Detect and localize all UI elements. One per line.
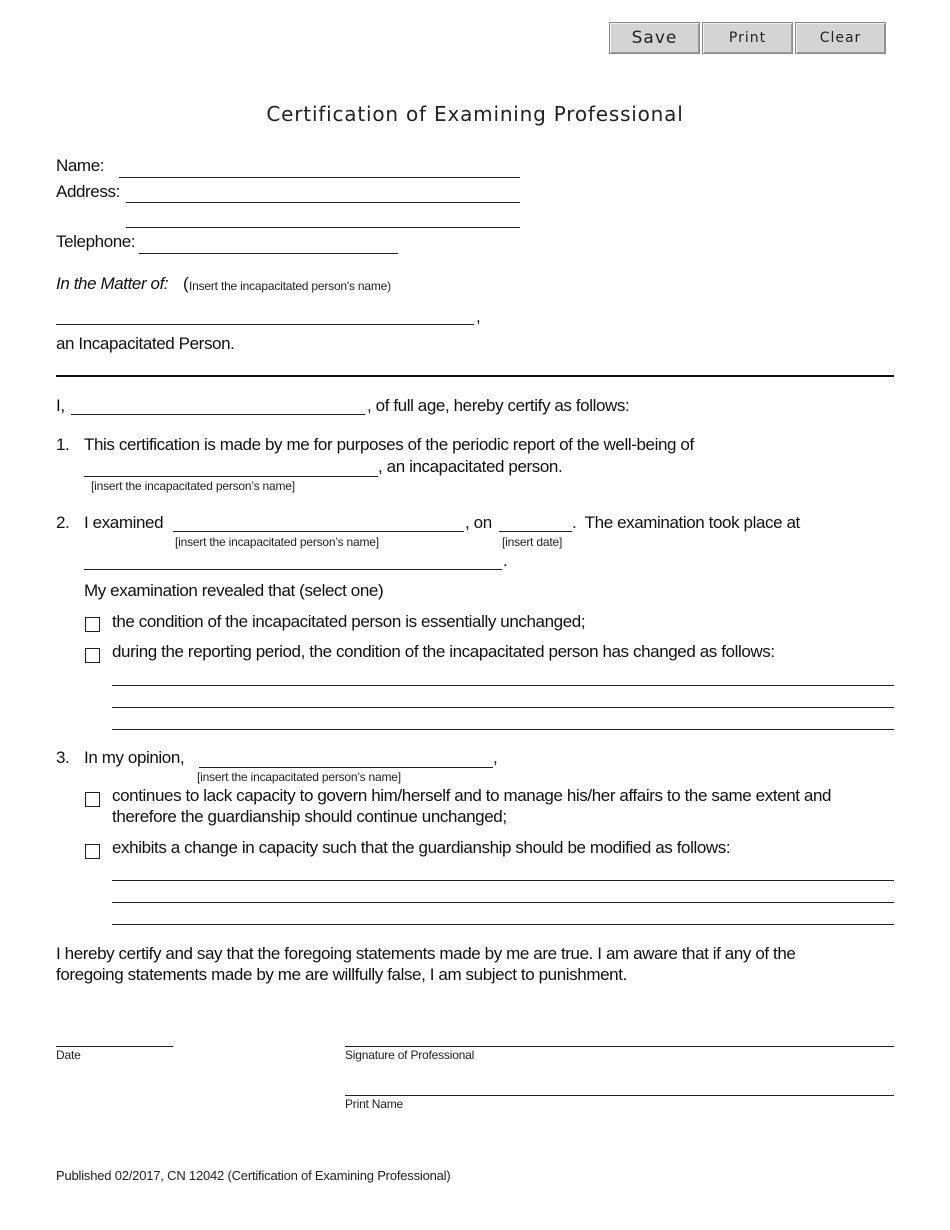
changed-checkbox[interactable]: [85, 648, 100, 663]
item1-suffix: , an incapacitated person.: [378, 457, 563, 476]
matter-comma: ,: [476, 307, 481, 326]
changed-details-line-2[interactable]: [112, 707, 894, 708]
changed-details-line-1[interactable]: [112, 685, 894, 686]
print-button[interactable]: Print: [702, 22, 793, 54]
modification-line-2[interactable]: [112, 902, 894, 903]
changed-details-line-3[interactable]: [112, 729, 894, 730]
item1-number: 1.: [56, 435, 70, 454]
item1-hint: [insert the incapacitated person’s name]: [91, 479, 295, 493]
capacity-change-label: exhibits a change in capacity such that the guardianship should be modified as follows:: [112, 838, 731, 857]
unchanged-option-label: the condition of the incapacitated person is essentially unchanged;: [112, 612, 586, 631]
item3-comma: ,: [493, 748, 498, 767]
item3-name-field[interactable]: [199, 767, 493, 768]
certify-statement-line-2: foregoing statements made by me are willfully false, I am subject to punishment.: [56, 965, 627, 984]
item2-name-field[interactable]: [173, 531, 464, 532]
address-field-1[interactable]: [126, 202, 520, 203]
item3-opinion: In my opinion,: [84, 748, 185, 767]
address-field-2[interactable]: [126, 227, 520, 228]
address-label: Address:: [56, 182, 120, 201]
item2-date-hint: [insert date]: [502, 535, 563, 549]
print-name-field[interactable]: [345, 1095, 894, 1096]
footer-publication-info: Published 02/2017, CN 12042 (Certification of Examining Professional): [56, 1168, 451, 1183]
item3-number: 3.: [56, 748, 70, 767]
item2-date-field[interactable]: [499, 531, 572, 532]
modification-line-1[interactable]: [112, 880, 894, 881]
item2-examined: I examined: [84, 513, 164, 532]
item2-name-hint: [insert the incapacitated person’s name]: [175, 535, 379, 549]
item2-period: .: [503, 551, 508, 570]
item1-name-field[interactable]: [84, 476, 378, 477]
name-field[interactable]: [119, 177, 520, 178]
item2-revealed: My examination revealed that (select one): [84, 581, 384, 600]
matter-label: In the Matter of:: [56, 274, 169, 293]
telephone-label: Telephone:: [56, 232, 136, 251]
date-label: Date: [56, 1048, 81, 1062]
certify-statement-line-1: I hereby certify and say that the foregoing statements made by me are true. I am aware that if any of the: [56, 944, 796, 963]
clear-button[interactable]: Clear: [795, 22, 886, 54]
page-title: Certification of Examining Professional: [266, 102, 684, 126]
intro-prefix: I,: [56, 396, 65, 415]
matter-name-field[interactable]: [56, 324, 474, 325]
matter-paren: (: [183, 274, 189, 293]
item2-location-field[interactable]: [84, 569, 502, 570]
print-name-label: Print Name: [345, 1097, 404, 1111]
item2-took-place: . The examination took place at: [572, 513, 800, 532]
intro-suffix: , of full age, hereby certify as follows:: [367, 396, 630, 415]
item3-hint: [insert the incapacitated person’s name]: [197, 770, 401, 784]
telephone-field[interactable]: [139, 253, 398, 254]
matter-hint: Insert the incapacitated person's name): [189, 279, 391, 293]
certifier-name-field[interactable]: [71, 414, 365, 415]
changed-option-label: during the reporting period, the condition of the incapacitated person has changed as follows:: [112, 642, 775, 661]
signature-label: Signature of Professional: [345, 1048, 475, 1062]
date-field[interactable]: [56, 1046, 173, 1047]
item1-text: This certification is made by me for purposes of the periodic report of the well-being of: [84, 435, 694, 454]
name-label: Name:: [56, 156, 105, 175]
modification-line-3[interactable]: [112, 924, 894, 925]
item2-on: , on: [465, 513, 492, 532]
lacks-capacity-checkbox[interactable]: [85, 792, 100, 807]
lacks-capacity-label-1: continues to lack capacity to govern him/herself and to manage his/her affairs to the same extent and: [112, 786, 832, 805]
capacity-change-checkbox[interactable]: [85, 844, 100, 859]
signature-field[interactable]: [345, 1046, 894, 1047]
save-button[interactable]: Save: [609, 22, 700, 54]
item2-number: 2.: [56, 513, 70, 532]
section-divider: [56, 375, 894, 377]
lacks-capacity-label-2: therefore the guardianship should continue unchanged;: [112, 807, 507, 826]
unchanged-checkbox[interactable]: [85, 617, 100, 632]
incapacitated-person-line: an Incapacitated Person.: [56, 334, 235, 353]
